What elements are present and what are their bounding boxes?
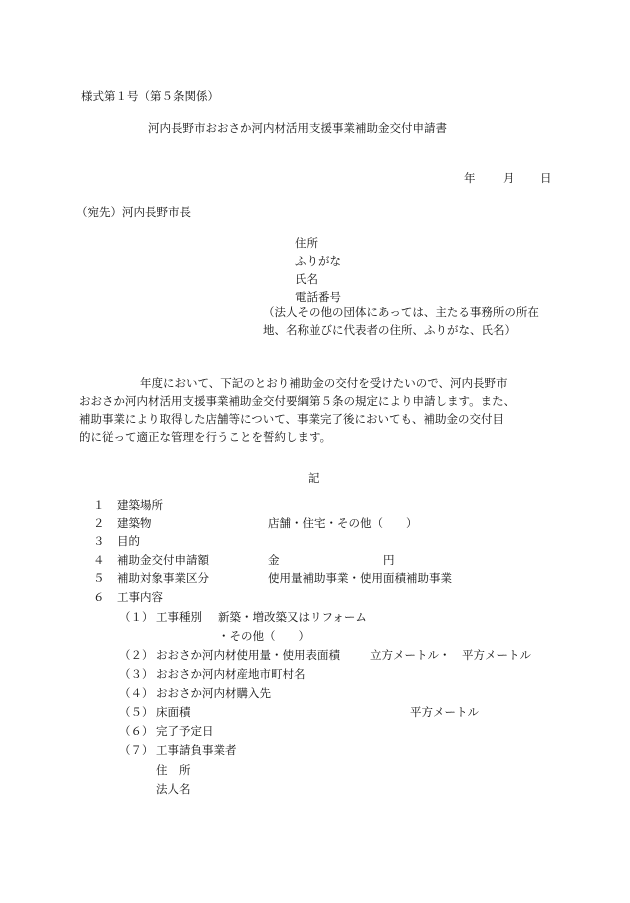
- contractor-address-label: 住 所: [156, 763, 191, 777]
- subitem-6-number: （６）: [119, 724, 154, 738]
- date-year: 年: [464, 171, 476, 185]
- item-2-number: ２: [93, 516, 105, 530]
- item-3-number: ３: [93, 534, 105, 548]
- item-4-value: 金: [268, 553, 280, 567]
- applicant-furigana-label: ふりがな: [295, 254, 341, 268]
- subitem-5-value: 平方メートル: [410, 705, 479, 719]
- subitem-2-number: （２）: [119, 648, 154, 662]
- contractor-corp-name-label: 法人名: [156, 782, 191, 796]
- item-2-label: 建築物: [117, 516, 152, 530]
- applicant-note: （法人その他の団体にあっては、主たる事務所の所在地、名称並びに代表者の住所、ふりがな、氏名）: [263, 305, 539, 337]
- item-1-number: １: [93, 498, 105, 512]
- applicant-name-label: 氏名: [295, 272, 318, 286]
- date-day: 日: [540, 171, 552, 185]
- item-3-label: 目的: [117, 534, 140, 548]
- body-line-1: 年度において、下記のとおり補助金の交付を受けたいので、河内長野市: [140, 376, 508, 390]
- item-4-number: ４: [93, 553, 105, 567]
- subitem-3-label: おおさか河内材産地市町村名: [156, 667, 306, 681]
- item-1-label: 建築場所: [117, 498, 163, 512]
- subitem-7-label: 工事請負事業者: [156, 743, 237, 757]
- subitem-5-label: 床面積: [156, 705, 191, 719]
- subitem-3-number: （３）: [119, 667, 154, 681]
- body-line-3: 補助事業により取得した店舗等について、事業完了後においても、補助金の交付目: [79, 412, 505, 426]
- subitem-2-label: おおさか河内材使用量・使用表面積: [156, 648, 340, 662]
- item-5-value: 使用量補助事業・使用面積補助事業: [268, 571, 452, 585]
- item-6-label: 工事内容: [117, 590, 163, 604]
- date-month: 月: [503, 171, 515, 185]
- applicant-phone-label: 電話番号: [295, 290, 341, 304]
- subitem-5-number: （５）: [119, 705, 154, 719]
- form-number: 様式第１号（第５条関係）: [81, 89, 219, 103]
- subitem-7-number: （７）: [119, 743, 154, 757]
- subitem-1-value-cont: ・その他（ ）: [218, 629, 310, 643]
- subitem-6-label: 完了予定日: [156, 724, 214, 738]
- applicant-address-label: 住所: [295, 236, 318, 250]
- subitem-4-label: おおさか河内材購入先: [156, 686, 271, 700]
- item-4-label: 補助金交付申請額: [117, 553, 209, 567]
- subitem-1-value: 新築・増改築又はリフォーム: [218, 610, 367, 624]
- ki-heading: 記: [308, 471, 320, 485]
- item-4-unit: 円: [383, 553, 395, 567]
- addressee: （宛先）河内長野市長: [76, 205, 191, 219]
- subitem-1-label: 工事種別: [156, 610, 202, 624]
- form-title: 河内長野市おおさか河内材活用支援事業補助金交付申請書: [148, 121, 447, 135]
- item-5-label: 補助対象事業区分: [117, 571, 209, 585]
- body-line-2: おおさか河内材活用支援事業補助金交付要綱第５条の規定により申請します。また、: [79, 394, 516, 408]
- item-2-value: 店舗・住宅・その他（ ）: [268, 516, 418, 530]
- subitem-4-number: （４）: [119, 686, 154, 700]
- subitem-2-value: 立方メートル・ 平方メートル: [370, 648, 531, 662]
- item-5-number: ５: [93, 571, 105, 585]
- body-line-4: 的に従って適正な管理を行うことを誓約します。: [79, 430, 332, 444]
- item-6-number: ６: [93, 590, 105, 604]
- subitem-1-number: （１）: [119, 610, 154, 624]
